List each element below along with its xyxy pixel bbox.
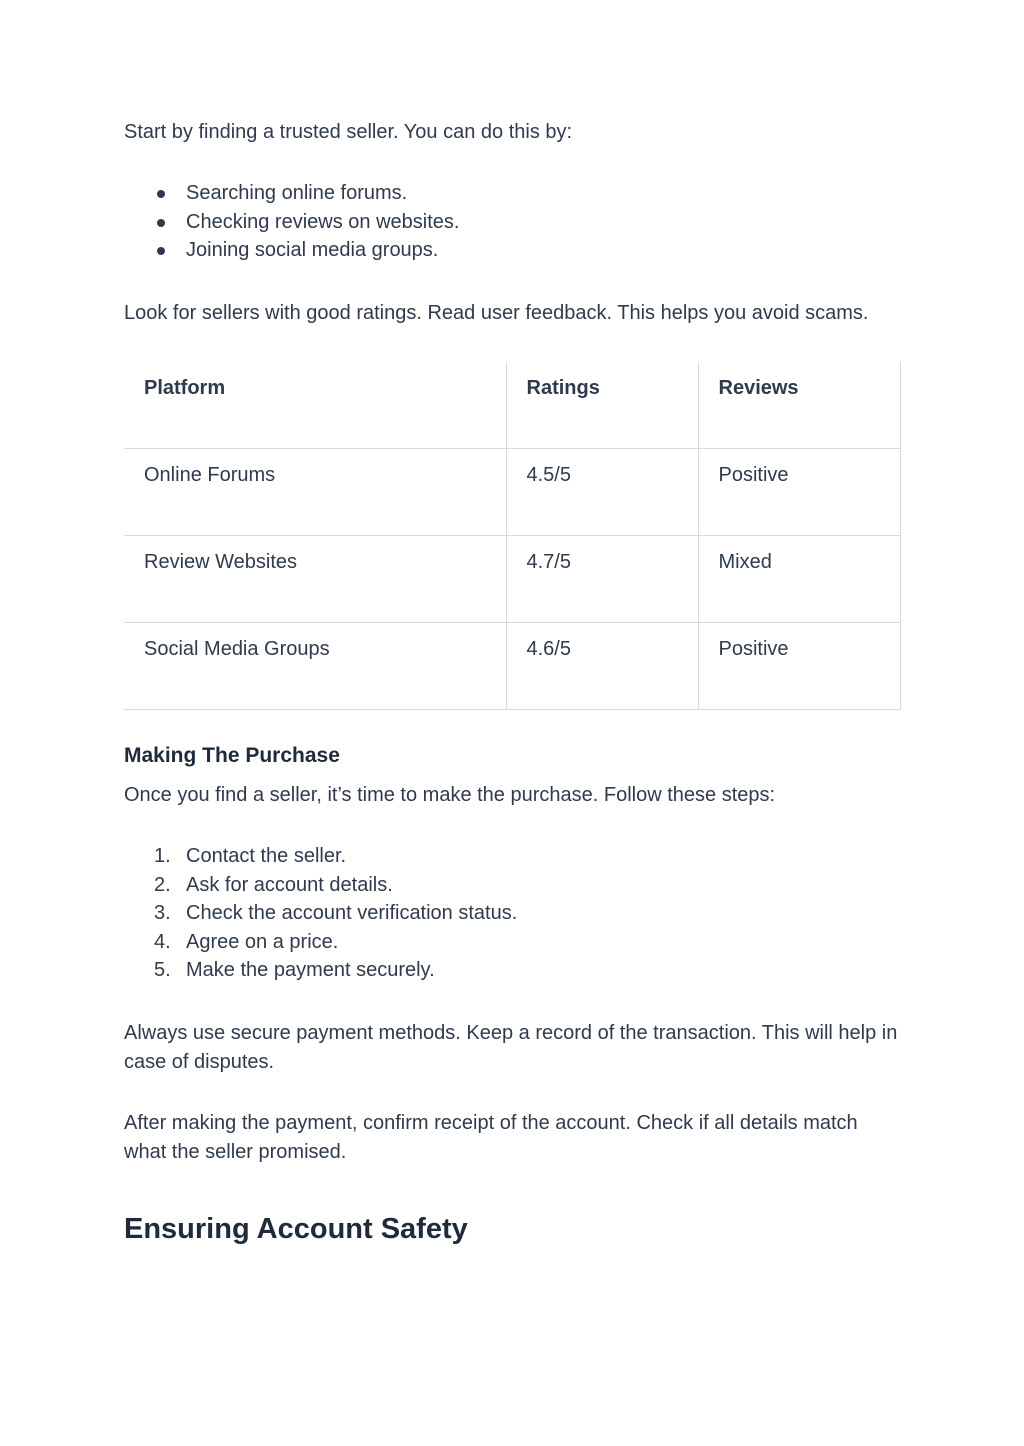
purchase-heading: Making The Purchase [124,744,340,767]
header-ratings: Ratings [506,362,698,449]
table-row [124,536,900,623]
table-row [124,623,900,710]
step-text: Ask for account details. [186,873,393,896]
cell-platform: Online Forums [124,449,506,536]
list-item [124,871,900,900]
list-item: Checking reviews on websites. [124,208,900,237]
step-number: 2. [154,873,171,896]
methods-list [124,179,900,265]
step-number: 5. [154,959,171,981]
cell-review: Mixed [698,536,900,623]
list-item: Searching online forums. [124,179,900,208]
cell-rating: 4.5/5 [506,449,698,536]
list-item [124,956,900,985]
payment-note: Always use secure payment methods. Keep a record of the transaction. This will help in case of disputes. [124,1021,898,1073]
purchase-intro: Once you find a seller, it’s time to make the purchase. Follow these steps: [124,784,776,806]
list-item [124,928,900,957]
cell-platform: Review Websites [124,536,506,623]
step-number: 4. [154,930,171,953]
header-platform: Platform [124,362,506,449]
intro-paragraph: Start by finding a trusted seller. You can do this by: [124,121,573,143]
list-item [124,899,900,928]
cell-rating: 4.6/5 [506,623,698,710]
list-item [124,842,900,871]
document-page [124,118,900,1247]
step-text: Agree on a price. [186,930,339,953]
list-item: Joining social media groups. [124,236,900,265]
purchase-steps-list [124,842,900,985]
cell-platform: Social Media Groups [124,623,506,710]
advice-paragraph: Look for sellers with good ratings. Read user feedback. This helps you avoid scams. [124,301,869,324]
table-row [124,449,900,536]
step-text: Make the payment securely. [186,959,435,981]
cell-review: Positive [698,623,900,710]
cell-review: Positive [698,449,900,536]
confirm-note: After making the payment, confirm receipt of the account. Check if all details match what the seller promised. [124,1111,858,1163]
step-text: Check the account verification status. [186,902,518,924]
platform-table [124,362,901,711]
step-number: 1. [154,845,171,867]
header-reviews: Reviews [698,362,900,449]
table-header-row [124,362,900,449]
safety-heading: Ensuring Account Safety [124,1212,468,1245]
step-text: Contact the seller. [186,845,347,867]
cell-rating: 4.7/5 [506,536,698,623]
step-number: 3. [154,902,171,924]
